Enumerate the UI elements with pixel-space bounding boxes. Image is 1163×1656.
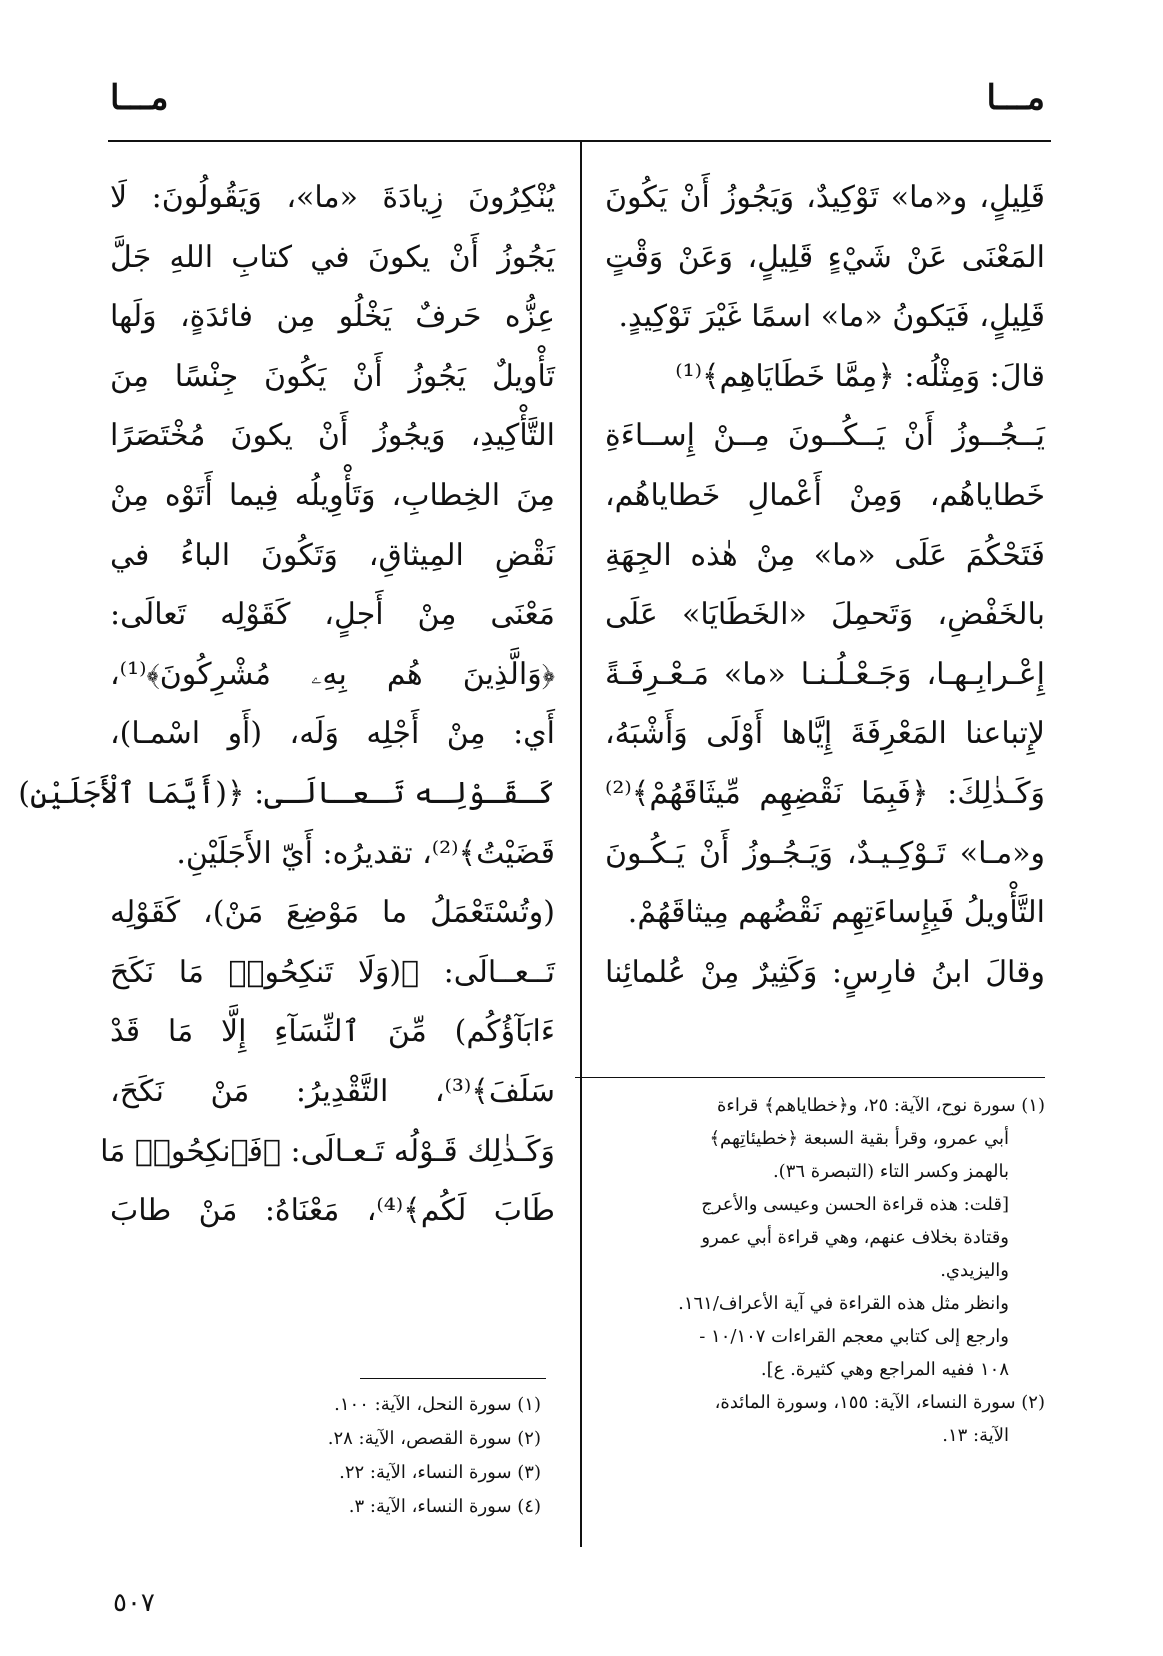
text-line: و«مـا» تَـوْكِـيـدٌ، وَيَـجُـوزُ أَنْ يَـكُـونَ xyxy=(605,835,1045,871)
text-line: تَأْويلٌ يَجُوزُ أَنْ يَكُونَ جِنْسًا مِنَ xyxy=(110,358,555,394)
text-line: أَي: مِنْ أَجْلِه وَلَه، (أَو اسْمـا)، xyxy=(110,716,555,752)
text-line: يُنْكِرُونَ زِيادَةَ «ما»، وَيَقُولُونَ: لَا xyxy=(110,180,555,215)
text-line: التَّأْويلُ فَبِإِساءَتِهِم نَقْضُهم مِيثاقَهُمْ. xyxy=(627,895,1045,931)
footnote-line: وقتادة بخلاف عنهم، وهي قراءة أبي عمرو xyxy=(701,1227,1009,1248)
text-line: نَقْضِ المِيثاقِ، وَتَكُونَ الباءُ في xyxy=(110,537,555,573)
text-line: ءَابَآؤُكُم) مِّنَ ٱلنِّسَآءِ إِلَّا مَا قَدْ xyxy=(110,1014,555,1050)
text-line: وقالَ ابنُ فارِسٍ: وَكَثِيرٌ مِنْ عُلمائِنا xyxy=(605,954,1045,990)
running-header-left: مـــا xyxy=(110,78,169,118)
footnote-rule-left xyxy=(360,1378,546,1379)
text-line: كَـقَـوْلِـه تَـعـالَـى: ﴿(أَيَّمَا ٱلْأَجَلَيْنِ) xyxy=(18,775,555,811)
footnote-line: أبي عمرو، وقرأ بقية السبعة ﴿خطيئاتِهم﴾ xyxy=(709,1128,1009,1149)
text-line: قالَ: وَمِثْلُه: ﴿مِمَّا خَطَايَاهِم﴾⁽¹⁾ xyxy=(675,358,1045,394)
text-line: يَجُوزُ أَنْ يكونَ في كتابِ اللهِ جَلَّ xyxy=(110,239,555,275)
page-number: ٥٠٧ xyxy=(113,1588,155,1618)
text-line: ﴿وَالَّذِينَ هُم بِهِۦ مُشْرِكُونَ﴾⁽¹⁾، xyxy=(110,656,555,692)
footnote-line: واليزيدي. xyxy=(940,1260,1009,1281)
footnote-line: (٢) سورة القصص، الآية: ٢٨. xyxy=(327,1428,541,1449)
text-line: التَّأْكِيدِ، وَيجُوزُ أَنْ يكونَ مُخْتَصَرًا xyxy=(110,418,555,454)
footnotes-right xyxy=(565,1089,1045,1452)
footnote-line: وارجع إلى كتابي معجم القراءات ١٠/١٠٧ - xyxy=(699,1326,1009,1347)
text-line: قَلِيلٍ، فَيَكونُ «ما» اسمًا غَيْرَ تَوْكِيدٍ. xyxy=(618,299,1045,335)
footnote-line: (٣) سورة النساء، الآية: ٢٢. xyxy=(339,1462,541,1483)
text-line: بالخَفْضِ، وَتَحمِلَ «الخَطَايَا» عَلَى xyxy=(605,597,1045,633)
footnote-line: (٢) سورة النساء، الآية: ١٥٥، وسورة المائدة، xyxy=(714,1392,1045,1413)
text-line: وَكَـذٰلِكَ: ﴿فَبِمَا نَقْضِهِم مِّيثَاقَهُمْ﴾⁽²⁾ xyxy=(605,775,1045,811)
running-header-right: مـــا xyxy=(986,78,1045,118)
footnotes-left xyxy=(121,1388,541,1524)
text-line: المَعْنَى عَنْ شَيْءٍ قَلِيلٍ، وَعَنْ وَقْتٍ xyxy=(605,239,1045,275)
footnote-line: وانظر مثل هذه القراءة في آية الأعراف/١٦١. xyxy=(678,1293,1009,1314)
text-line: فَتَحْكُمَ عَلَى «ما» مِنْ هٰذه الجِهَةِ xyxy=(605,537,1045,573)
footnote-rule-right xyxy=(575,1077,1045,1078)
text-line: تَــعــالَى: ﴿(وَلَا تَنكِحُوا۟ مَا نَكَحَ xyxy=(110,954,555,990)
footnote-line: (١) سورة نوح، الآية: ٢٥، و﴿خطاياهم﴾ قراءة xyxy=(716,1095,1045,1116)
text-line: قَلِيلٍ، و«ما» تَوْكِيدٌ، وَيَجُوزُ أَنْ يَكُونَ xyxy=(605,180,1045,215)
right-column-text xyxy=(605,168,1045,1002)
footnote-line: ١٠٨ ففيه المراجع وهي كثيرة. ع]. xyxy=(760,1359,1009,1380)
text-line: سَلَفَ﴾⁽³⁾، التَّقْدِيرُ: مَنْ نَكَحَ، xyxy=(110,1073,555,1109)
text-line: لإِتباعنا المَعْرِفَةَ إِيَّاها أَوْلَى وَأَشْبَهُ، xyxy=(605,716,1045,752)
footnote-line: (١) سورة النحل، الآية: ١٠٠. xyxy=(334,1394,541,1415)
left-column-text xyxy=(18,168,556,1241)
footnote-line: [قلت: هذه قراءة الحسن وعيسى والأعرج xyxy=(701,1194,1009,1215)
text-line: مِنَ الخِطابِ، وَتَأْوِيلُه فِيما أَتَوْه مِنْ xyxy=(110,477,555,513)
text-line: خَطاياهُم، وَمِنْ أَعْمالِ خَطاياهُم، xyxy=(605,477,1045,513)
footnote-line: بالهمز وكسر التاء (التبصرة ٣٦). xyxy=(772,1161,1009,1182)
footnote-line: الآية: ١٣. xyxy=(942,1425,1009,1446)
text-line: (وتُسْتَعْمَلُ ما مَوْضِعَ مَنْ)، كَقَوْلِه xyxy=(110,895,555,931)
text-line: إِعْـرابِـهـا، وَجَـعْـلُـنـا «ما» مَـعْـرِفَـةً xyxy=(605,656,1045,692)
text-line: عِزُّه حَرفٌ يَخْلُو مِن فائدَةٍ، وَلَها xyxy=(110,299,555,335)
text-line: يَــجُــوزُ أَنْ يَــكُــونَ مِــنْ إِســاءَةِ xyxy=(605,418,1045,454)
text-line: مَعْنَى مِنْ أَجلٍ، كَقَوْلِه تَعالَى: xyxy=(110,597,555,633)
text-line: وَكَـذٰلِك قَـوْلُه تَـعـالَى: ﴿فَٱنكِحُوا۟ مَا xyxy=(100,1133,555,1169)
footnote-line: (٤) سورة النساء، الآية: ٣. xyxy=(348,1496,541,1517)
text-line: قَضَيْتُ﴾⁽²⁾، تقديرُه: أَيّ الأَجَلَيْنِ. xyxy=(176,835,555,871)
text-line: طَابَ لَكُم﴾⁽⁴⁾، مَعْنَاهُ: مَنْ طابَ xyxy=(110,1193,556,1229)
